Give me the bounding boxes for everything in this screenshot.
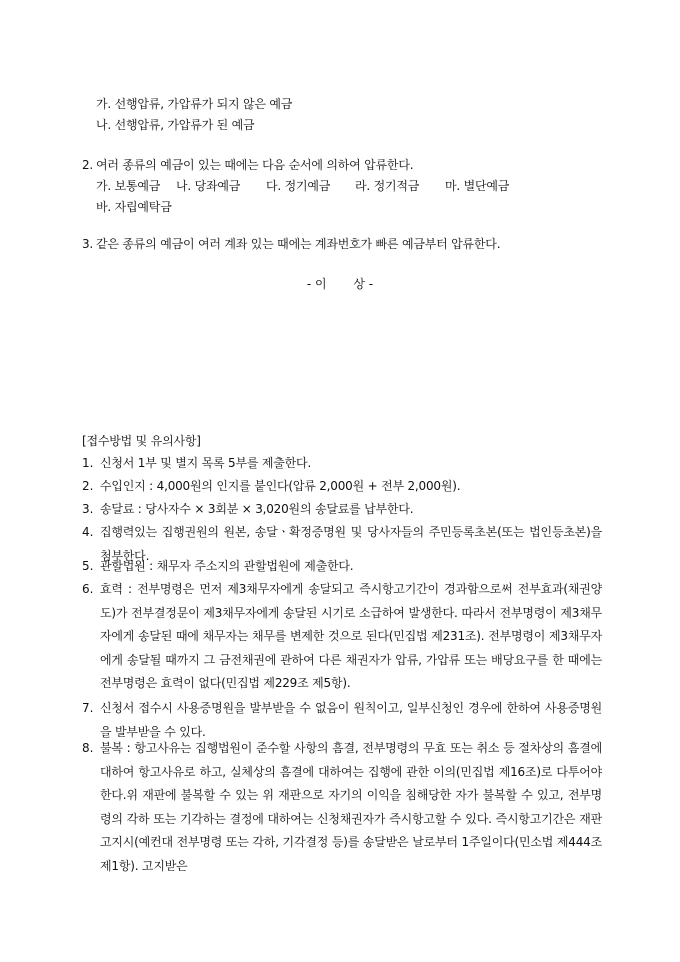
note-text: 불복 : 항고사유는 집행법원이 준수할 사항의 흠결, 전부명령의 무효 또는 취소 등 절차상의 흠결에 대하여 항고사유로 하고, 실체상의 흠결에 대하여는 집행에 관한 이의(민집법 제16조)로 다투어야 한다.위 재판에 불복할 수 있는 위 재판으로 자기의 이익을 침해당한 자가 불복할 수 있고, 전부명령의 각하 또는 기각하는 결정에 대하여는 신청채권자가 즉시항고할 수 있다. 즉시항고기간은 재판고지시(예컨대 전부명령 또는 각하, 기각결정 등)를 송달받은 날로부터 1주일이다(민소법 제444조 제1항). 고지받은	[100, 741, 602, 873]
note-number: 1.	[82, 456, 94, 470]
note-text: 효력 : 전부명령은 먼저 제3채무자에게 송달되고 즉시항고기간이 경과함으로써 전부효과(채권양도)가 전부결정문이 제3채무자에게 송달된 시기로 소급하여 발생한다. 따라서 전부명령이 제3채무자에게 송달된 때에 채무자는 채무를 변제한 것으로 된다(민집법 제231조). 전부명령이 제3채무자에게 송달될 때까지 그 금전채권에 관하여 다른 채권자가 압류, 가압류 또는 배당요구를 한 때에는 전부명령은 효력이 없다(민집법 제229조 제5항).	[100, 582, 602, 690]
deposit-type-ba: 바. 자립예탁금	[96, 200, 172, 214]
deposit-type: 다. 정기예금	[266, 179, 331, 193]
order-rule-text: 여러 종류의 예금이 있는 때에는 다음 순서에 의하여 압류한다.	[96, 158, 414, 172]
list-item-ga: 가. 선행압류, 가압류가 되지 않은 예금	[96, 97, 293, 111]
note-number: 2.	[82, 479, 94, 493]
order-rule-number: 2.	[82, 158, 94, 172]
note-text: 신청서 접수시 사용증명원을 발부받을 수 없음이 원칙이고, 일부신청인 경우에 한하여 사용증명원을 발부받을 수 있다.	[100, 701, 602, 739]
list-item-na: 나. 선행압류, 가압류가 된 예금	[96, 118, 255, 132]
note-number: 7.	[82, 701, 94, 715]
note-text: 관할법원 : 채무자 주소지의 관할법원에 제출한다.	[100, 559, 354, 573]
end-mark: - 이 상 -	[306, 277, 374, 291]
deposit-type: 가. 보통예금	[96, 179, 161, 193]
note-number: 8.	[82, 741, 94, 755]
deposit-type: 라. 정기적금	[355, 179, 420, 193]
account-rule-number: 3.	[82, 237, 94, 251]
notes-heading: [접수방법 및 유의사항]	[82, 434, 201, 448]
note-number: 5.	[82, 559, 94, 573]
note-number: 4.	[82, 525, 94, 539]
note-text: 집행력있는 집행권원의 원본, 송달ㆍ확정증명원 및 당사자들의 주민등록초본(또는 법인등초본)을 첨부한다.	[100, 525, 602, 563]
account-rule-text: 같은 종류의 예금이 여러 계좌 있는 때에는 계좌번호가 빠른 예금부터 압류한다.	[96, 237, 501, 251]
note-number: 6.	[82, 582, 94, 596]
deposit-type: 마. 별단예금	[445, 179, 510, 193]
note-number: 3.	[82, 502, 94, 516]
deposit-type: 나. 당좌예금	[176, 179, 241, 193]
note-text: 신청서 1부 및 별지 목록 5부를 제출한다.	[100, 456, 312, 470]
note-text: 송달료 : 당사자수 × 3회분 × 3,020원의 송달료를 납부한다.	[100, 502, 414, 516]
note-text: 수입인지 : 4,000원의 인지를 붙인다(압류 2,000원 + 전부 2,000원).	[100, 479, 461, 493]
deposit-types-row	[96, 178, 509, 194]
